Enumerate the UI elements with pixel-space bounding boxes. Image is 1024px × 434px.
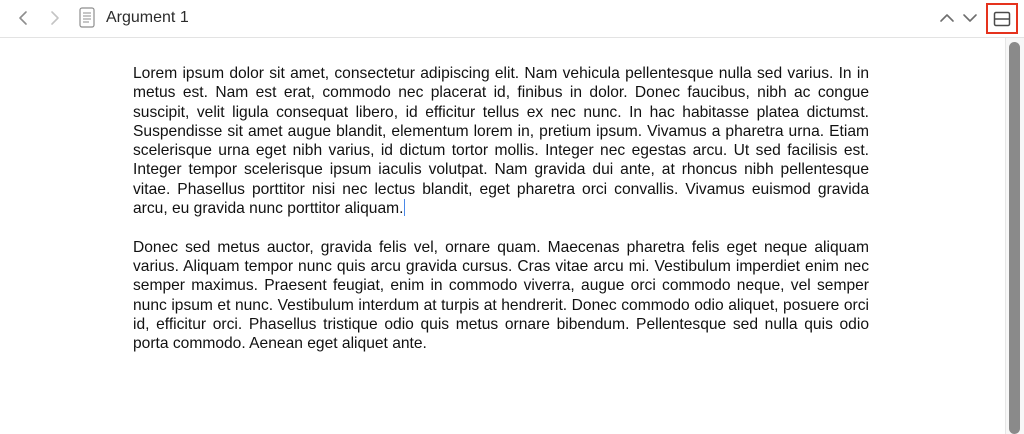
forward-button[interactable]	[45, 8, 65, 28]
document-text[interactable]	[133, 64, 869, 373]
split-view-button[interactable]	[986, 3, 1018, 34]
chevron-left-icon	[17, 10, 29, 26]
chevron-right-icon	[49, 10, 61, 26]
paragraph-1-text: Lorem ipsum dolor sit amet, consectetur adipiscing elit. Nam vehicula pellentesque nulla sed varius. In in metus est. Nam est erat, commodo nec placerat id, finibus in dolor. Donec faucibus, nibh ac congue suscipit, velit ligula consequat libero, id efficitur tellus ex nec nunc. In hac habitasse platea dictumst. Suspendisse sit amet augue blandit, elementum lorem in, pretium ipsum. Vivamus a pharetra urna. Etiam scelerisque urna eget nibh varius, id dictum tortor mollis. Integer nec egestas arcu. Ut sed facilisis est. Integer tempor scelerisque ipsum iaculis volutpat. Nam gravida dui ante, at rhoncus nibh pellentesque vitae. Phasellus porttitor nisi nec lectus blandit, eget pharetra orci convallis. Vivamus euismod gravida arcu, eu gravida nunc porttitor aliquam.	[133, 65, 869, 218]
toolbar	[0, 0, 1024, 38]
previous-match-button[interactable]	[937, 8, 957, 28]
paragraph-1[interactable]	[133, 64, 869, 218]
split-view-icon	[993, 11, 1011, 27]
chevron-down-icon	[962, 12, 978, 24]
text-cursor	[404, 199, 405, 216]
paragraph-2[interactable]	[133, 238, 869, 354]
next-match-button[interactable]	[960, 8, 980, 28]
document-title: Argument 1	[106, 9, 189, 26]
scrollbar-thumb[interactable]	[1009, 42, 1020, 434]
chevron-up-icon	[939, 12, 955, 24]
paragraph-2-text: Donec sed metus auctor, gravida felis vel, ornare quam. Maecenas pharetra felis eget neque aliquam varius. Aliquam tempor nunc quis arcu gravida cursus. Cras vitae arcu mi. Vestibulum imperdiet enim nec semper maximus. Praesent feugiat, enim in commodo viverra, augue orci commodo neque, vel semper nunc ipsum et nunc. Vestibulum interdum at turpis at hendrerit. Donec commodo odio aliquet, posuere orci id, efficitur orci. Phasellus tristique odio quis metus ornare bibendum. Pellentesque sed nulla quis odio porta commodo. Aenean eget aliquet ante.	[133, 238, 869, 353]
back-button[interactable]	[13, 8, 33, 28]
document-content[interactable]	[0, 38, 1005, 434]
document-icon	[79, 7, 95, 28]
